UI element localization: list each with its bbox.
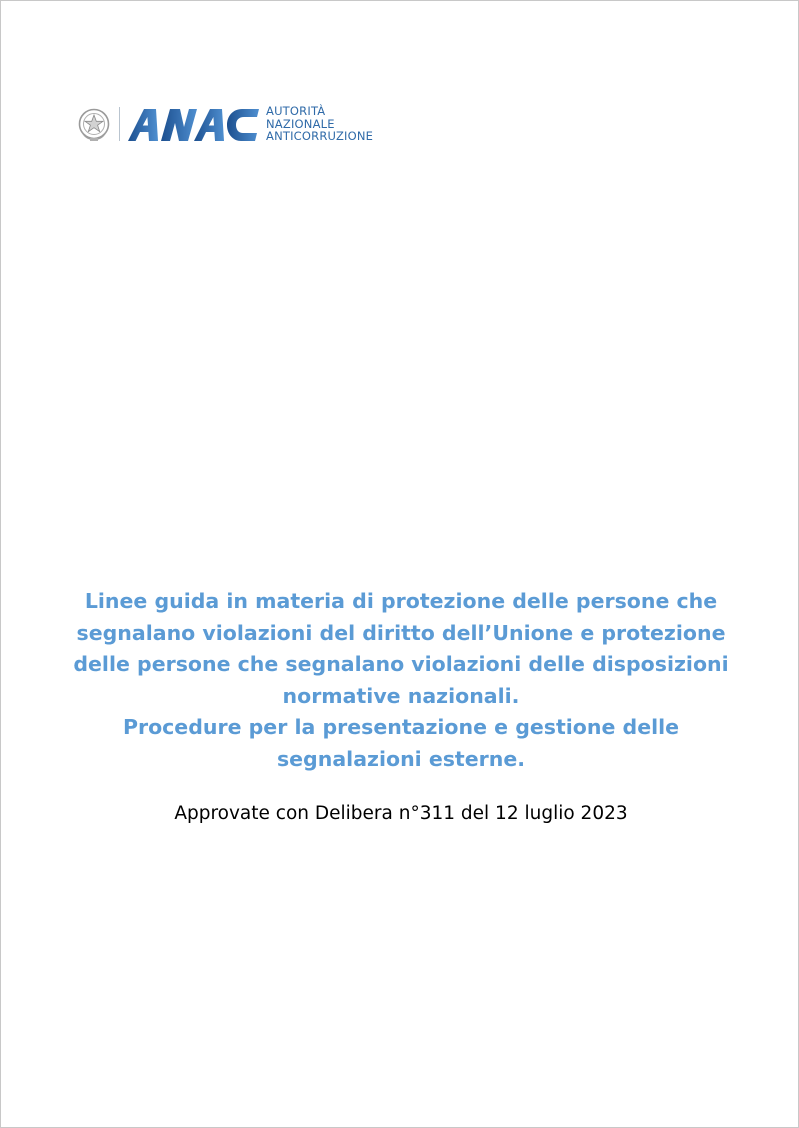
authority-name-line: NAZIONALE <box>266 116 335 131</box>
title-line: segnalano violazioni del diritto dell’Unione e protezione <box>76 620 726 645</box>
anac-logo <box>77 103 373 145</box>
authority-name-line: AUTORITÀ <box>266 104 326 119</box>
document-title <box>61 586 741 775</box>
title-line: delle persone che segnalano violazioni delle disposizioni <box>73 652 729 676</box>
title-line: segnalazioni esterne. <box>276 746 526 771</box>
logo-divider <box>119 107 120 141</box>
anac-wordmark <box>128 107 260 141</box>
title-line: normative nazionali. <box>282 683 520 708</box>
approval-note: Approvate con Delibera n°311 del 12 luglio 2023 <box>174 803 628 824</box>
title-line: Linee guida in materia di protezione delle persone che <box>84 589 718 613</box>
italian-republic-emblem-icon <box>77 105 111 143</box>
authority-name <box>266 105 373 143</box>
title-line: Procedure per la presentazione e gestione delle <box>122 715 680 739</box>
authority-name-line: ANTICORRUZIONE <box>266 129 374 144</box>
